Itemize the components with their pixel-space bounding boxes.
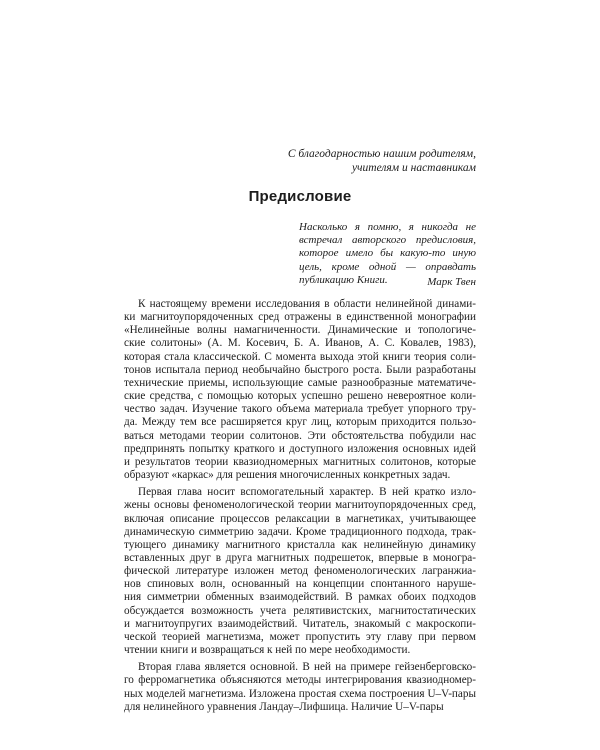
text-line: и результатов теории квазиодномерных магнитных солитонов, которые (124, 455, 476, 468)
epigraph-text: Насколько я помню, я никогда не встречал авторского предисловия, которое имело бы какую-то иную цель, кроме одной — оправдать публикацию Книги. (299, 221, 476, 286)
text-line: Вторая глава является основной. В ней на примере гейзенберговско- (138, 661, 476, 674)
text-line: тующего динамику магнитного кристалла как нелинейную динамику (124, 538, 476, 551)
text-line: включая описание процессов релаксации в магнетиках, учитывающее (124, 512, 476, 525)
text-line: динамическую симметрию задачи. Кроме традиционного подхода, трак- (124, 525, 476, 538)
text-line: ские солитоны» (А. М. Косевич, Б. А. Иванов, А. С. Ковалев, 1983), (124, 337, 476, 350)
text-line: К настоящему времени исследования в области нелинейной динами- (138, 298, 476, 310)
text-line: «Нелинейные волны намагниченности. Динамические и топологиче- (124, 324, 476, 337)
text-line: обсуждается возможность учета релятивистских, магнитостатических (124, 604, 476, 617)
text-line: предпринять попытку краткого и доступного изложения основных идей (124, 442, 476, 455)
page-title: Предисловие (248, 188, 352, 205)
text-line: для нелинейного уравнения Ландау–Лифшица. Наличие U–V-пары (124, 700, 444, 713)
text-line: ния симметрии обменных взаимодействий. В рамках обоих подходов (124, 591, 476, 604)
text-line: ческой теорией магнетизма, может пропустить эту главу при первом (124, 630, 476, 643)
text-line: и магнитоупругих взаимодействий. Читатель, знакомый с макроскопи- (124, 617, 476, 630)
text-line: ки магнитоупорядоченных сред отражены в единственной монографии (124, 311, 476, 324)
text-line: чтении книги и возвращаться к ней по мере необходимости. (124, 644, 411, 657)
paragraph (124, 486, 476, 657)
dedication-line: учителям и наставникам (351, 162, 476, 174)
text-line: вставленных друг в друга магнитных подрешеток, впервые в моногра- (124, 551, 476, 564)
text-line: да. Между тем все расширяется круг лиц, которым приходится пользо- (124, 416, 476, 429)
text-line: нов спиновых волн, основанный на концепции спонтанного наруше- (124, 578, 476, 591)
epigraph-author: Марк Твен (427, 276, 476, 288)
paragraph (124, 661, 476, 714)
text-line: тонов испытала период необычайно быстрого роста. Были разработаны (124, 363, 476, 376)
text-line: ваться методами теории солитонов. Эти обстоятельства побудили нас (124, 429, 476, 442)
paragraph (124, 298, 476, 482)
text-line: фической литературе изложен метод феноменологических лагранжиа- (124, 565, 476, 578)
text-line: ных моделей магнетизма. Изложена простая схема построения U–V-пары (124, 687, 476, 700)
dedication (256, 147, 476, 175)
preface-body (124, 298, 476, 714)
text-line: технические приемы, использующие самые разнообразные математиче- (124, 376, 476, 389)
text-line: чество задач. Изучение такого объема материала требует упорного тру- (124, 403, 476, 416)
text-line: Первая глава носит вспомогательный характер. В ней кратко изло- (138, 486, 476, 499)
text-line: жены основы феноменологической теории магнитоупорядоченных сред, (124, 499, 476, 512)
text-line: которая стала классической. С момента выхода этой книги теория соли- (124, 350, 476, 363)
dedication-line: С благодарностью нашим родителям, (287, 148, 476, 160)
text-line: образуют «каркас» для решения многочисленных конкретных задач. (124, 469, 451, 482)
text-line: го ферромагнетика объясняются методы интегрирования квазиодномер- (124, 674, 476, 687)
text-line: ские средства, с помощью которых успешно решено невероятное коли- (124, 390, 476, 403)
